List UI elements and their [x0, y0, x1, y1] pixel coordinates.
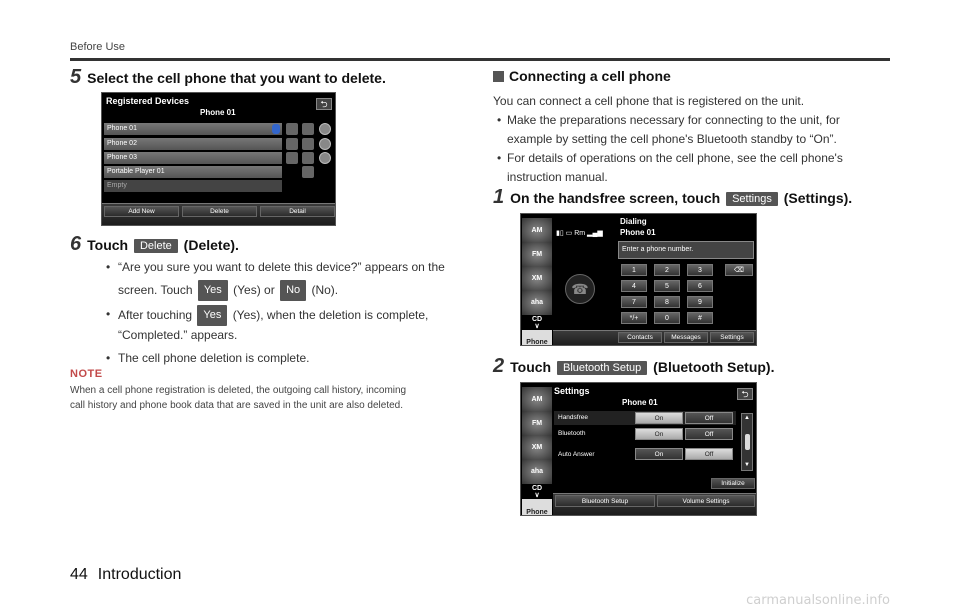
- key-3[interactable]: 3: [687, 264, 713, 276]
- am-button[interactable]: AM: [522, 218, 552, 243]
- section-heading: Connecting a cell phone: [493, 68, 873, 84]
- detail-button[interactable]: Detail: [260, 206, 335, 217]
- bluetooth-off-button[interactable]: Off: [685, 428, 733, 440]
- header-rule: [70, 58, 890, 61]
- handsfree-label: Handsfree: [558, 414, 588, 421]
- scroll-thumb[interactable]: [745, 434, 750, 450]
- note-heading: NOTE: [70, 368, 103, 380]
- registered-devices-screen: [101, 92, 336, 226]
- step-5: 5 Select the cell phone that you want to delete.: [70, 66, 386, 88]
- dialing-screen: [520, 213, 757, 346]
- bluetooth-label: Bluetooth: [558, 430, 586, 437]
- cd-button[interactable]: CD: [531, 484, 543, 492]
- scrollbar[interactable]: [741, 413, 753, 471]
- contacts-button[interactable]: Contacts: [618, 332, 662, 343]
- music-icon: [302, 123, 314, 135]
- music-icon: [302, 152, 314, 164]
- device-row-2[interactable]: Phone 03: [104, 152, 282, 164]
- screen-title: Settings: [554, 386, 590, 396]
- bullet-done: • The cell phone deletion is complete.: [102, 349, 447, 368]
- right-column: [493, 68, 873, 187]
- intro-text: You can connect a cell phone that is registered on the unit.: [493, 94, 805, 108]
- note-line-1: When a cell phone registration is deleted, the outgoing call history, incoming: [70, 385, 407, 396]
- cd-button[interactable]: CD: [531, 315, 543, 323]
- key-7[interactable]: 7: [621, 296, 647, 308]
- no-chip: No: [280, 280, 306, 301]
- key-5[interactable]: 5: [654, 280, 680, 292]
- chapter-title: Introduction: [97, 566, 182, 583]
- xm-button[interactable]: XM: [522, 435, 552, 460]
- phone-icon: [286, 123, 298, 135]
- phone-icon: [286, 138, 298, 150]
- device-row-3[interactable]: Portable Player 01: [104, 166, 282, 178]
- left-column: [70, 66, 450, 89]
- device-row-1[interactable]: Phone 02: [104, 138, 282, 150]
- status-icon: [319, 152, 331, 164]
- screen-title: Dialing: [620, 217, 647, 226]
- bluetooth-on-button[interactable]: On: [635, 428, 683, 440]
- scroll-down-icon[interactable]: ▼: [744, 462, 750, 468]
- key-8[interactable]: 8: [654, 296, 680, 308]
- volume-settings-button[interactable]: Volume Settings: [657, 495, 755, 507]
- backspace-icon[interactable]: ⌫: [725, 264, 753, 276]
- auto-answer-on-button[interactable]: On: [635, 448, 683, 460]
- messages-button[interactable]: Messages: [664, 332, 708, 343]
- chevron-down-icon[interactable]: ∨: [534, 492, 540, 499]
- bullet-completed: • After touching Yes (Yes), when the deletion is complete, “Completed.” appears.: [102, 305, 447, 345]
- yes-chip: Yes: [198, 280, 228, 301]
- note-line-2: call history and phone book data that are saved in the unit are also deleted.: [70, 400, 404, 411]
- key-star-plus[interactable]: */+: [621, 312, 647, 324]
- key-0[interactable]: 0: [654, 312, 680, 324]
- delete-chip: Delete: [134, 239, 178, 253]
- screen-title: Registered Devices: [106, 96, 190, 106]
- key-9[interactable]: 9: [687, 296, 713, 308]
- back-icon[interactable]: ⮌: [737, 388, 753, 400]
- delete-button[interactable]: Delete: [182, 206, 257, 217]
- call-icon[interactable]: ☎: [565, 274, 595, 304]
- auto-answer-off-button[interactable]: Off: [685, 448, 733, 460]
- key-4[interactable]: 4: [621, 280, 647, 292]
- key-2[interactable]: 2: [654, 264, 680, 276]
- step-6: 6 Touch Delete (Delete).: [70, 233, 239, 255]
- scroll-up-icon[interactable]: ▲: [744, 415, 750, 421]
- bullet-confirm: • “Are you sure you want to delete this device?” appears on the screen. Touch Yes (Yes) or No (No).: [102, 258, 447, 301]
- screen-subtitle: Phone 01: [622, 398, 658, 407]
- watermark: carmanualsonline.info: [746, 593, 890, 608]
- bluetooth-setup-button[interactable]: Bluetooth Setup: [555, 495, 655, 507]
- am-button[interactable]: AM: [522, 387, 552, 412]
- phone-button[interactable]: Phone: [522, 499, 552, 516]
- add-new-button[interactable]: Add New: [104, 206, 179, 217]
- bluetooth-icon: [272, 124, 280, 134]
- xm-button[interactable]: XM: [522, 266, 552, 291]
- aha-button[interactable]: aha: [522, 459, 552, 484]
- phone-number-display: Enter a phone number.: [618, 241, 754, 259]
- status-icon: [319, 123, 331, 135]
- square-bullet-icon: [493, 71, 504, 82]
- bluetooth-setup-chip: Bluetooth Setup: [557, 361, 647, 375]
- signal-status: ▮▯ ▭ Rm ▂▄▆: [556, 230, 603, 237]
- aha-button[interactable]: aha: [522, 290, 552, 315]
- fm-button[interactable]: FM: [522, 242, 552, 267]
- chevron-down-icon[interactable]: ∨: [534, 323, 540, 330]
- auto-answer-label: Auto Answer: [558, 451, 595, 458]
- phone-button[interactable]: Phone: [522, 330, 552, 346]
- settings-button[interactable]: Settings: [710, 332, 754, 343]
- prep-bullet-1: • For details of operations on the cell phone, see the cell phone's instruction manual.: [493, 149, 873, 187]
- step-1: 1 On the handsfree screen, touch Settings (Settings).: [493, 186, 853, 208]
- page-number: 44: [70, 566, 88, 583]
- handsfree-off-button[interactable]: Off: [685, 412, 733, 424]
- settings-screen: [520, 382, 757, 516]
- step-2: 2 Touch Bluetooth Setup (Bluetooth Setup).: [493, 355, 775, 377]
- handsfree-on-button[interactable]: On: [635, 412, 683, 424]
- initialize-button[interactable]: Initialize: [711, 478, 755, 489]
- phone-icon: [286, 152, 298, 164]
- status-icon: [319, 138, 331, 150]
- fm-button[interactable]: FM: [522, 411, 552, 436]
- music-icon: [302, 166, 314, 178]
- screen-subtitle: Phone 01: [200, 108, 236, 117]
- settings-chip: Settings: [726, 192, 778, 206]
- prep-bullet-0: • Make the preparations necessary for connecting to the unit, for example by setting the cell phone's Bluetooth standby to “On”.: [493, 111, 873, 149]
- device-row-4[interactable]: Empty: [104, 180, 282, 192]
- yes-chip: Yes: [197, 305, 227, 326]
- running-header: Before Use: [70, 41, 126, 53]
- key-1[interactable]: 1: [621, 264, 647, 276]
- screen-subtitle: Phone 01: [620, 228, 656, 237]
- back-icon[interactable]: ⮌: [316, 98, 332, 110]
- device-row-0[interactable]: Phone 01: [104, 123, 282, 135]
- key-6[interactable]: 6: [687, 280, 713, 292]
- page-footer: [70, 566, 181, 584]
- key-hash[interactable]: #: [687, 312, 713, 324]
- music-icon: [302, 138, 314, 150]
